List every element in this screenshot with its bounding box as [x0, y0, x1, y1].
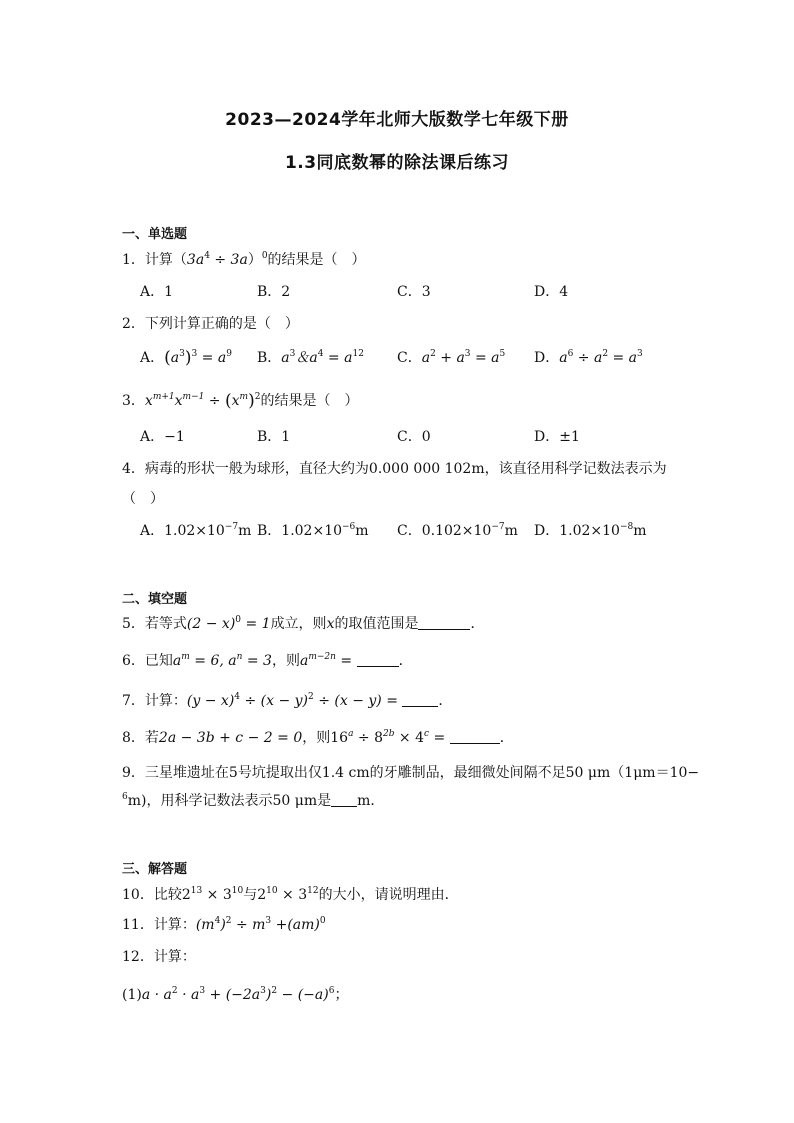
option-b: B．$a^3$＆$a^4 = a^{12}$: [257, 349, 364, 366]
option-a: A．1: [140, 284, 174, 300]
page-title: 2023—2024学年北师大版数学七年级下册: [225, 110, 569, 130]
answer-blank[interactable]: [418, 617, 470, 630]
option-c: C．0: [397, 429, 431, 445]
option-b: B．1: [257, 429, 291, 445]
question-5: 5．若等式$(2 - x)^0 = 1$成立，则x的取值范围是 ．: [122, 615, 485, 632]
option-c: C．$a^2 + a^3 = a^5$: [397, 349, 506, 366]
option-b: B．$1.02\times 10^{-6}m$: [257, 522, 369, 539]
option-a: A．$1.02\times 10^{-7}m$: [140, 522, 252, 539]
answer-blank[interactable]: [331, 794, 357, 807]
answer-blank[interactable]: [450, 731, 500, 744]
page-subtitle: 1.3同底数幂的除法课后练习: [284, 153, 510, 173]
question-7: 7．计算：$(y - x)^4 \div (x - y)^2 \div (x - y)$ = ．: [122, 692, 453, 709]
question-12: 12．计算：: [122, 949, 196, 965]
question-10: 10．比较$2^{13} \times 3^{10}$与$2^{10} \times 3^{12}$的大小，请说明理由．: [122, 886, 459, 903]
question-6: 6．已知$a^m = 6$, $a^n = 3$，则$a^{m-2n}$ = ．: [122, 652, 413, 669]
question-4-line-2: （ ）: [122, 491, 164, 507]
question-8: 8．若2a − 3b + c − 2 = 0，则$16^a \div 8^{2b} \times 4^c$ = ．: [122, 729, 514, 746]
question-4: 4．病毒的形状一般为球形，直径大约为0.000 000 102m，该直径用科学记数法表示为: [122, 461, 667, 477]
option-d: D．±1: [534, 429, 580, 445]
section-heading-fill-blank: 二、填空题: [122, 592, 188, 607]
question-9-line-2: $^6$m)，用科学记数法表示50 μm是 m．: [122, 792, 385, 809]
question-11: 11．计算：$(m^4)^2 \div m^3 +(am)^0$: [122, 916, 326, 933]
section-heading-single-choice: 一、单选题: [122, 227, 188, 242]
section-heading-solutions: 三、解答题: [122, 862, 188, 877]
option-a: A．−1: [140, 429, 185, 445]
option-a: A．$(a^3)^3 = a^9$: [140, 348, 232, 368]
option-d: D．4: [534, 284, 569, 300]
option-c: C．$0.102\times 10^{-7}m$: [397, 522, 518, 539]
question-9: 9．三星堆遗址在5号坑提取出仅1.4 cm的牙雕制品，最细微处间隔不足50 μm（1μm＝10−: [122, 765, 700, 781]
question-3: 3．$x^{m+1}x^{m-1} \div (x^m)^2$的结果是（ ）: [122, 391, 359, 411]
question-2: 2．下列计算正确的是（ ）: [122, 316, 299, 332]
option-d: D．$1.02\times 10^{-8}m$: [534, 522, 647, 539]
answer-blank[interactable]: [402, 694, 438, 707]
answer-blank[interactable]: [357, 654, 399, 667]
option-d: D．$a^6 \div a^2 = a^3$: [534, 349, 643, 366]
option-c: C．3: [397, 284, 431, 300]
question-1: 1．计算$(3a^4 \div 3a)^0$的结果是（ ）: [122, 251, 366, 268]
question-12-part-1: $(1)a \cdot a^2 \cdot a^3 + (-2a^3)^2 - (-a)^6$；: [122, 986, 349, 1003]
option-b: B．2: [257, 284, 291, 300]
